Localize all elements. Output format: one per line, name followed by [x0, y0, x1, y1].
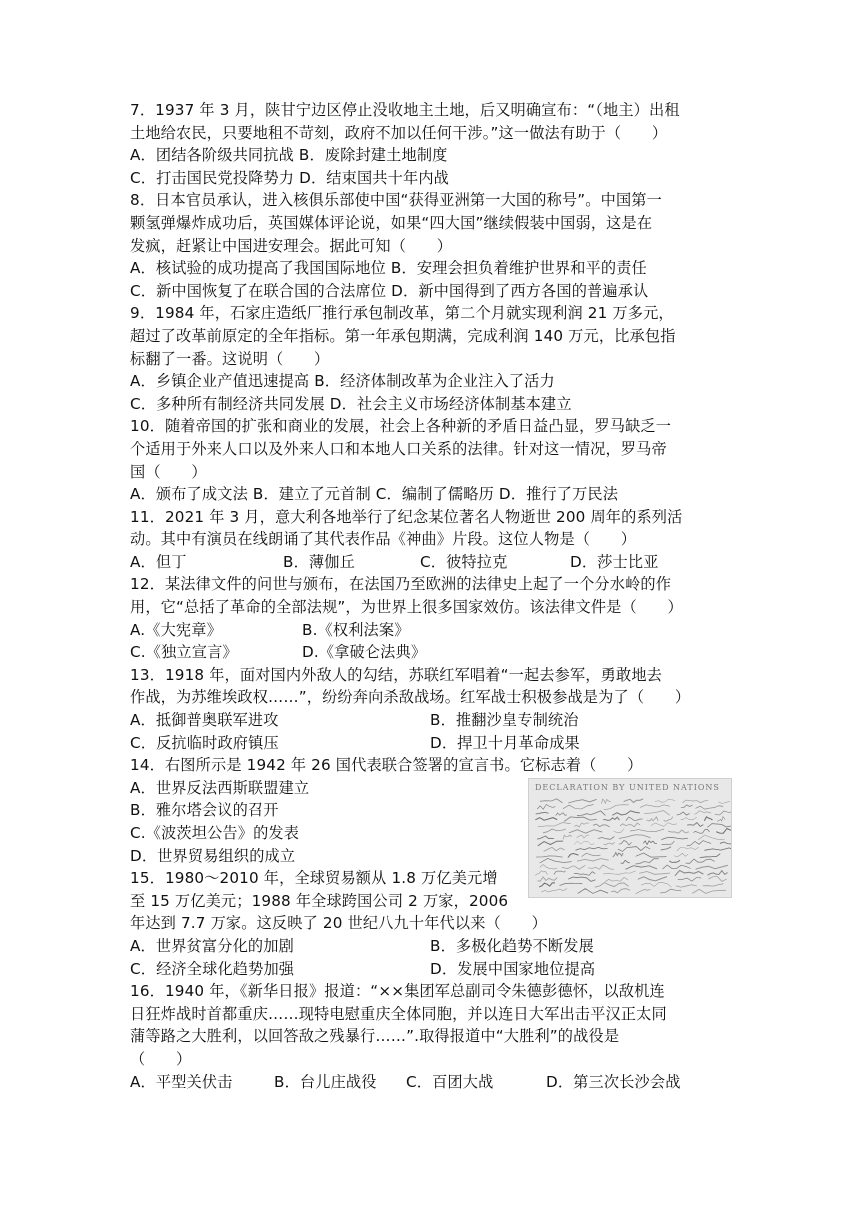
signature-stroke	[687, 841, 712, 846]
option-row	[130, 551, 730, 574]
signature-stroke	[635, 859, 658, 864]
answer-option[interactable]: D．莎士比亚	[570, 552, 659, 571]
question-text-line: 土地给农民，只要地租不苛刻，政府不加以任何干涉。”这一做法有助于（ ）	[130, 123, 668, 142]
signature-stroke	[535, 818, 557, 821]
signature-stroke	[704, 817, 712, 821]
signature-stroke	[613, 853, 623, 857]
answer-option[interactable]: D．发展中国家地位提高	[430, 959, 596, 978]
signature-stroke	[639, 872, 670, 875]
signature-stroke	[540, 865, 557, 869]
signature-stroke	[593, 824, 610, 827]
question-q16	[130, 980, 730, 1093]
signature-stroke	[661, 837, 688, 839]
signature-stroke	[574, 823, 589, 827]
question-text-line: 10．随着帝国的扩张和商业的发展，社会上各种新的矛盾日益凸显，罗马缺乏一	[130, 417, 672, 436]
answer-option[interactable]: C．多种所有制经济共同发展 D．社会主义市场经济体制基本建立	[130, 394, 572, 413]
question-text-line: 13．1918 年，面对国内外敌人的勾结，苏联红军唱着“一起去参军，勇敢地去	[130, 665, 662, 684]
signature-stroke	[564, 817, 597, 822]
answer-option[interactable]: B．台儿庄战役	[274, 1072, 377, 1091]
signature-stroke	[543, 829, 566, 833]
answer-option[interactable]: C．彼特拉克	[420, 552, 508, 571]
signature-stroke	[538, 877, 558, 881]
signature-stroke	[643, 841, 657, 845]
signature-stroke	[719, 801, 730, 803]
signature-stroke	[539, 883, 555, 887]
answer-option[interactable]: B．多极化趋势不断发展	[430, 936, 594, 955]
question-text-line: 发疯，赶紧让中国进安理会。据此可知（ ）	[130, 236, 453, 255]
answer-option[interactable]: D.《拿破仑法典》	[302, 643, 427, 662]
signature-stroke	[638, 877, 667, 881]
question-text-line: 14．右图所示是 1942 年 26 国代表联合签署的宣言书。它标志着（ ）	[130, 756, 643, 775]
signature-stroke	[676, 885, 697, 888]
signature-stroke	[677, 847, 699, 851]
signature-stroke	[556, 813, 567, 816]
signature-stroke	[619, 835, 651, 839]
signature-stroke	[677, 812, 690, 815]
signature-stroke	[704, 848, 731, 852]
signature-stroke	[614, 829, 625, 833]
option-row	[130, 935, 730, 958]
declaration-signatures	[529, 779, 731, 897]
question-text-line: 年达到 7.7 万家。这反映了 20 世纪八九十年代以来（ ）	[130, 914, 547, 933]
answer-option[interactable]: A．抵御普奥联军进攻	[130, 711, 279, 730]
option-row	[130, 641, 730, 664]
signature-stroke	[660, 889, 681, 893]
option-row	[130, 370, 730, 393]
option-row	[130, 393, 730, 416]
signature-stroke	[536, 812, 549, 814]
signature-stroke	[698, 835, 724, 840]
signature-stroke	[541, 889, 567, 893]
question-text-line: （ ）	[130, 1049, 192, 1068]
question-text-line: 用，它“总括了革命的全部法规”，为世界上很多国家效仿。该法律文件是（ ）	[130, 598, 683, 617]
question-text-line: 11．2021 年 3 月，意大利各地举行了纪念某位著名人物逝世 200 周年的系列活	[130, 507, 683, 526]
answer-option[interactable]: A．世界贫富分化的加剧	[130, 936, 294, 955]
signature-stroke	[700, 854, 721, 858]
signature-stroke	[717, 817, 725, 822]
signature-stroke	[540, 859, 572, 864]
signature-stroke	[569, 830, 602, 834]
question-text-line: 颗氢弹爆炸成功后，英国媒体评论说，如果“四大国”继续假装中国弱，这是在	[130, 213, 653, 232]
question-text-line: 作战，为苏维埃政权……”，纷纷奔向杀敌战场。红军战士积极参战是为了（ ）	[130, 688, 691, 707]
signature-stroke	[621, 860, 630, 863]
option-row	[130, 167, 730, 190]
answer-option[interactable]: C.《独立宣言》	[130, 643, 238, 662]
question-q12	[130, 573, 730, 663]
signature-stroke	[630, 829, 664, 832]
question-text-line: 国（ ）	[130, 462, 207, 481]
signature-stroke	[626, 866, 658, 870]
signature-stroke	[640, 805, 670, 808]
signature-stroke	[624, 799, 644, 803]
answer-option[interactable]: A．团结各阶级共同抗战 B．废除封建土地制度	[130, 146, 448, 165]
signature-stroke	[537, 836, 554, 839]
signature-stroke	[611, 889, 630, 893]
signature-stroke	[696, 865, 728, 869]
signature-stroke	[598, 837, 615, 840]
answer-option[interactable]: C．经济全球化趋势加强	[130, 959, 295, 978]
answer-option[interactable]: B.《权利法案》	[302, 620, 410, 639]
signature-stroke	[574, 841, 594, 845]
question-q13	[130, 664, 730, 754]
signature-stroke	[563, 805, 594, 809]
answer-option[interactable]: A．颁布了成文法 B．建立了元首制 C．编制了儒略历 D．推行了万民法	[130, 485, 619, 504]
answer-option[interactable]: A．但丁	[130, 552, 187, 571]
question-text-line: 15．1980～2010 年，全球贸易额从 1.8 万亿美元增	[130, 869, 498, 888]
signature-stroke	[604, 842, 615, 845]
signature-stroke	[682, 800, 708, 803]
signature-stroke	[681, 805, 693, 808]
answer-option[interactable]: D．捍卫十月革命成果	[430, 733, 580, 752]
signature-stroke	[662, 841, 675, 845]
question-text-line: 标翻了一番。这说明（ ）	[130, 349, 330, 368]
signature-stroke	[664, 817, 673, 822]
signature-stroke	[644, 811, 670, 816]
answer-option[interactable]: B．薄伽丘	[283, 552, 355, 571]
signature-stroke	[537, 805, 555, 810]
question-q9	[130, 302, 730, 415]
answer-option[interactable]: A．核试验的成功提高了我国国际地位 B．安理会担负着维护世界和平的责任	[130, 259, 647, 278]
answer-option[interactable]: C．新中国恢复了在联合国的合法席位 D．新中国得到了西方各国的普遍承认	[130, 281, 649, 300]
signature-stroke	[535, 871, 547, 876]
signature-stroke	[715, 811, 731, 815]
signature-stroke	[663, 865, 691, 869]
signature-stroke	[661, 847, 671, 850]
signature-stroke	[720, 842, 731, 844]
signature-stroke	[692, 889, 726, 893]
signature-stroke	[707, 871, 727, 876]
answer-option[interactable]: C．反抗临时政府镇压	[130, 733, 279, 752]
signature-stroke	[577, 811, 606, 816]
answer-option[interactable]: B．雅尔塔会议的召开	[130, 801, 279, 820]
signature-stroke	[544, 847, 565, 851]
signature-stroke	[576, 847, 608, 850]
option-row	[130, 619, 730, 642]
signature-stroke	[655, 799, 675, 802]
signature-stroke	[604, 805, 629, 810]
signature-stroke	[651, 823, 677, 827]
question-text-line: 7．1937 年 3 月，陕甘宁边区停止没收地主土地，后又明确宣布：“（地主）出租	[130, 101, 680, 119]
signature-stroke	[636, 853, 667, 857]
signature-stroke	[678, 878, 701, 882]
signature-stroke	[674, 853, 688, 857]
answer-option[interactable]: C．打击国民党投降势力 D．结束国共十年内战	[130, 168, 449, 187]
signature-stroke	[681, 817, 697, 820]
signature-stroke	[577, 835, 589, 838]
answer-option[interactable]: A．平型关伏击	[130, 1072, 233, 1091]
option-row	[130, 257, 730, 280]
signature-stroke	[693, 829, 709, 833]
signature-stroke	[588, 865, 614, 869]
question-text-line: 12．某法律文件的问世与颁布，在法国乃至欧洲的法律史上起了一个分水岭的作	[130, 575, 672, 594]
signature-stroke	[560, 883, 583, 885]
question-text-line: 16．1940 年，《新华日报》报道：“××集团军总副司令朱德彭德怀，以敌机连	[130, 982, 665, 1001]
question-q10	[130, 415, 730, 505]
signature-stroke	[578, 889, 608, 894]
signature-stroke	[694, 811, 711, 814]
question-list	[130, 99, 730, 1093]
question-q8	[130, 189, 730, 302]
option-row	[130, 1071, 730, 1094]
answer-option[interactable]: B．推翻沙皇专制统治	[430, 711, 579, 730]
signature-stroke	[669, 860, 680, 862]
answer-option[interactable]: A．乡镇企业产值迅速提高 B．经济体制改革为企业注入了活力	[130, 372, 555, 391]
answer-option[interactable]: A.《大宪章》	[130, 620, 222, 639]
signature-stroke	[619, 841, 632, 846]
signature-stroke	[612, 811, 640, 816]
signature-stroke	[626, 817, 643, 821]
signature-stroke	[554, 871, 566, 875]
signature-stroke	[582, 853, 601, 856]
signature-stroke	[709, 877, 727, 882]
signature-stroke	[641, 883, 671, 887]
signature-stroke	[562, 865, 586, 869]
signature-stroke	[603, 871, 636, 874]
question-text-line: 蒲等路之大胜利，以回答敌之残暴行……”.取得报道中“大胜利”的战役是	[130, 1027, 620, 1046]
declaration-image	[528, 778, 732, 898]
signature-stroke	[536, 856, 562, 857]
answer-option[interactable]: D．第三次长沙会战	[546, 1072, 681, 1091]
signature-stroke	[618, 847, 650, 852]
option-row	[130, 709, 730, 732]
option-row	[130, 732, 730, 755]
question-text-line: 超过了改革前原定的全年指标。第一年承包期满，完成利润 140 万元，比承包指	[130, 326, 676, 345]
question-text-line: 动。其中有演员在线朗诵了其代表作品《神曲》片段。这位人物是（ ）	[130, 530, 637, 549]
signature-stroke	[538, 841, 563, 846]
question-text-line: 日狂炸战时首都重庆……现特电慰重庆全体同胞，并以连日大军出击平汉正太同	[130, 1004, 667, 1023]
signature-stroke	[620, 823, 640, 827]
question-text-line: 个适用于外来人口以及外来人口和本地人口关系的法律。针对这一情况，罗马帝	[130, 439, 667, 458]
answer-option[interactable]: D．世界贸易组织的成立	[130, 846, 296, 865]
option-row	[130, 483, 730, 506]
option-row	[130, 958, 730, 981]
question-q7	[130, 99, 730, 189]
signature-stroke	[703, 884, 724, 886]
signature-stroke	[636, 890, 651, 894]
declaration-header: DECLARATION BY UNITED NATIONS	[535, 783, 720, 792]
signature-stroke	[668, 830, 689, 833]
signature-stroke	[603, 817, 619, 820]
signature-stroke	[538, 823, 571, 827]
signature-stroke	[647, 817, 659, 821]
signature-stroke	[601, 799, 610, 804]
signature-stroke	[675, 871, 704, 876]
signature-stroke	[687, 823, 703, 827]
signature-stroke	[568, 877, 595, 881]
answer-option[interactable]: C．百团大战	[406, 1072, 494, 1091]
signature-stroke	[574, 872, 595, 876]
signature-stroke	[696, 806, 724, 809]
answer-option[interactable]: A．世界反法西斯联盟建立	[130, 778, 310, 797]
signature-stroke	[568, 799, 596, 803]
signature-stroke	[577, 859, 609, 862]
signature-stroke	[540, 799, 563, 803]
signature-stroke	[686, 859, 715, 863]
signature-stroke	[563, 835, 572, 839]
question-text-line: 8．日本官员承认，进入核俱乐部使中国“获得亚洲第一大国的称号”。中国第一	[130, 191, 662, 210]
answer-option[interactable]: C.《波茨坦公告》的发表	[130, 824, 300, 842]
question-text-line: 9．1984 年，石家庄造纸厂推行承包制改革，第二个月就实现利润 21 万多元，	[130, 304, 674, 323]
question-q11	[130, 506, 730, 574]
signature-stroke	[716, 829, 731, 834]
option-row	[130, 144, 730, 167]
question-text-line: 至 15 万亿美元；1988 年全球跨国公司 2 万家，2006	[130, 891, 509, 910]
signature-stroke	[605, 877, 628, 881]
signature-stroke	[595, 883, 629, 888]
option-row	[130, 280, 730, 303]
signature-stroke	[707, 824, 731, 828]
signature-stroke	[568, 854, 579, 858]
